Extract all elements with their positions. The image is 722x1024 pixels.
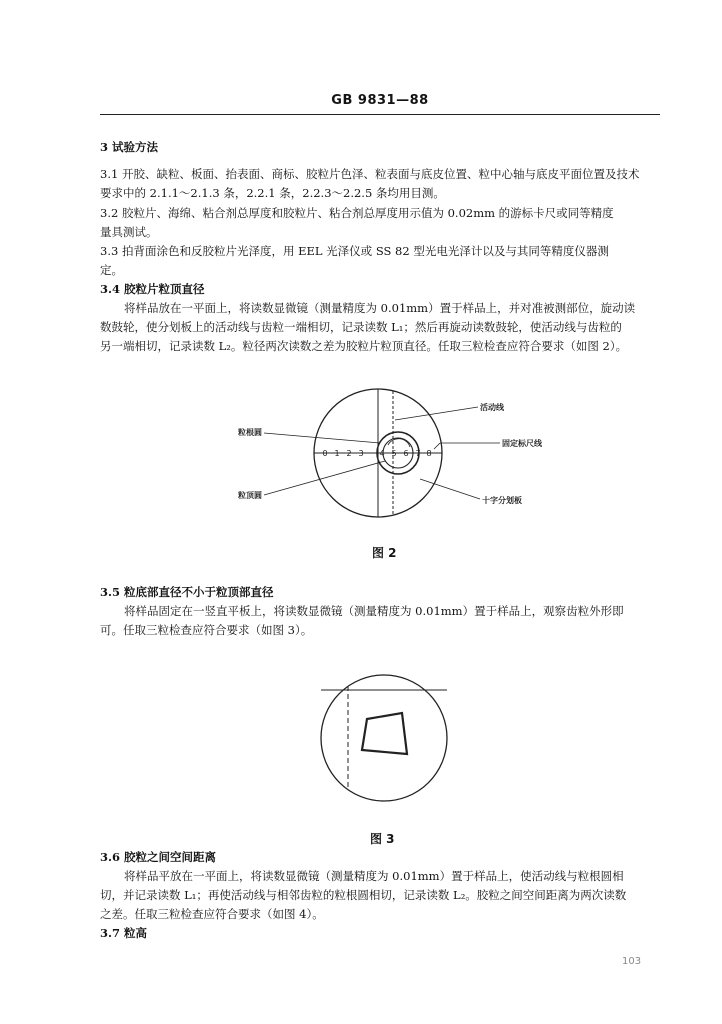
clause-3-4-line-2: 数鼓轮，使分划板上的活动线与齿粒一端相切，记录读数 L₁；然后再旋动读数鼓轮，使活动线与齿粒的 [100,320,622,334]
clause-3-4-line-1: 将样品放在一平面上，将读数显微镜（测量精度为 0.01mm）置于样品上，并对准被测部位，旋动读 [124,301,636,315]
figure-3-caption: 图 3 [370,832,395,846]
clause-3-4-heading: 3.4 胶粒片粒顶直径 [100,282,205,296]
clause-3-6-line-3: 之差。任取三粒检查应符合要求（如图 4）。 [100,907,324,921]
cross-reticle-label: 十字分划板 [482,496,522,505]
clause-3-7-heading: 3.7 粒高 [100,926,148,940]
moving-line-label: 活动线 [480,403,504,412]
scale-number: 7 [415,449,421,458]
scale-number: 6 [403,449,409,458]
root-circle-label: 粒根圆 [238,428,262,437]
clause-3-1-line-2: 要求中的 2.1.1～2.1.3 条，2.2.1 条，2.2.3～2.2.5 条均用目测。 [100,186,445,200]
page-number: 103 [622,956,642,967]
clause-3-3-line-2: 定。 [100,263,123,277]
clause-3-5-line-1: 将样品固定在一竖直平板上，将读数显微镜（测量精度为 0.01mm）置于样品上，观察齿粒外形即 [124,604,624,618]
clause-3-6-line-2: 切，并记录读数 L₁；再使活动线与相邻齿粒的粒根圆相切，记录读数 L₂。胶粒之间空间距离为两次读数 [100,888,627,902]
page-header: GB 9831—88 [331,93,429,108]
scale-number: 0 [322,449,328,458]
figure-3-profile-diagram [310,662,470,822]
scale-number: 1 [334,449,340,458]
scale-number: 8 [426,449,432,458]
figure-2-caption: 图 2 [372,546,397,560]
scale-number: 4 [379,449,385,458]
scale-number: 3 [358,449,364,458]
header-rule [100,114,660,115]
clause-3-4-line-3: 另一端相切，记录读数 L₂。粒径两次读数之差为胶粒片粒顶直径。任取三粒检查应符合要求（如图 2）。 [100,339,628,353]
clause-3-5-heading: 3.5 粒底部直径不小于粒顶部直径 [100,585,274,599]
clause-3-2-line-2: 量具测试。 [100,225,158,239]
scale-number: 2 [346,449,352,458]
fixed-scale-label: 固定标尺线 [502,439,542,448]
clause-3-5-line-2: 可。任取三粒检查应符合要求（如图 3）。 [100,623,313,637]
clause-3-6-line-1: 将样品平放在一平面上，将读数显微镜（测量精度为 0.01mm）置于样品上，使活动线与粒根圆相 [124,869,624,883]
tooth-profile-trapezoid [362,713,407,754]
field-of-view-circle [321,675,447,801]
figure-2-reticle-diagram [230,385,550,525]
clause-3-6-heading: 3.6 胶粒之间空间距离 [100,850,217,864]
clause-3-2-line-1: 3.2 胶粒片、海绵、粘合剂总厚度和胶粒片、粘合剂总厚度用示值为 0.02mm 的游标卡尺或同等精度 [100,206,614,220]
top-circle-label: 粒顶圆 [238,491,262,500]
section-3-heading: 3 试验方法 [100,140,159,154]
clause-3-3-line-1: 3.3 拍背面涂色和反胶粒片光泽度，用 EEL 光泽仪或 SS 82 型光电光泽计以及与其同等精度仪器测 [100,244,609,258]
clause-3-1-line-1: 3.1 开胶、缺粒、板面、抬表面、商标、胶粒片色泽、粒表面与底皮位置、粒中心轴与底皮平面位置及技术 [100,167,640,181]
scale-number: 5 [391,449,397,458]
